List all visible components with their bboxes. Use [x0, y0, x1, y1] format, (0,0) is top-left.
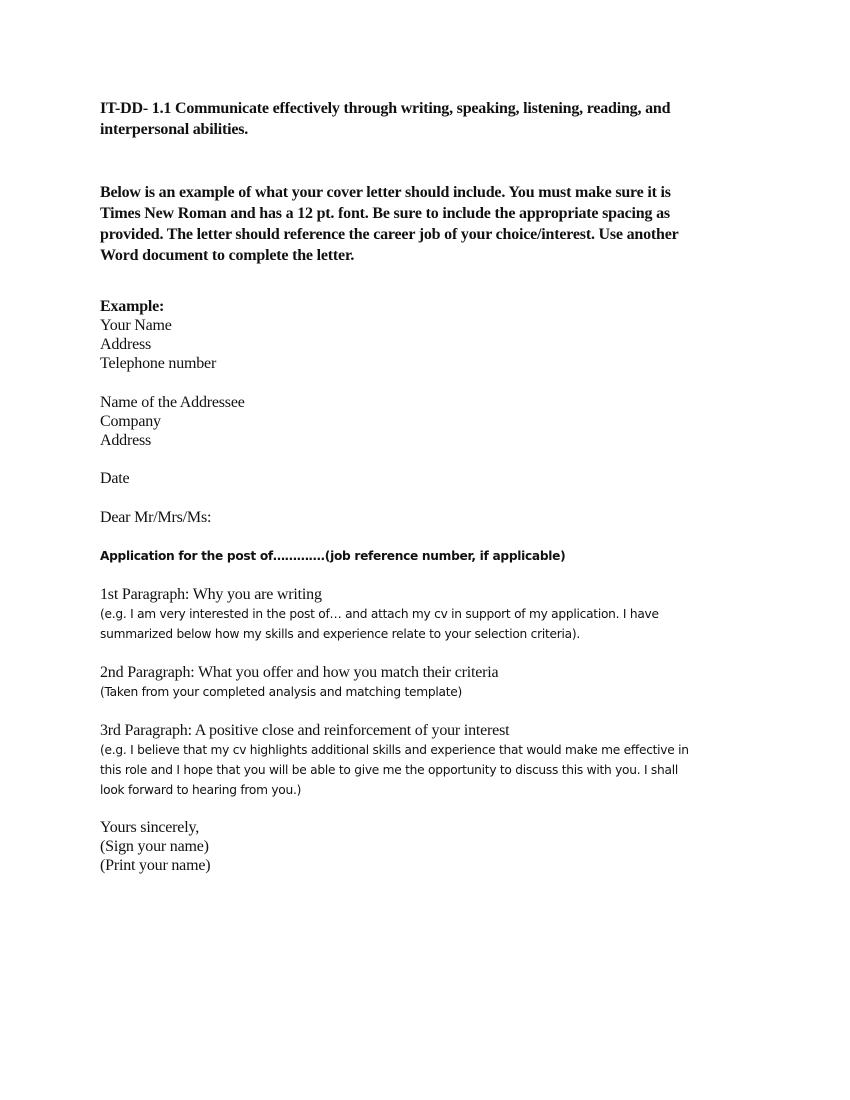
subject-line: Application for the post of………….(job reference number, if applicable) — [100, 549, 566, 563]
recipient-company: Company — [100, 413, 161, 430]
heading-line-1: IT-DD- 1.1 Communicate effectively through writing, speaking, listening, reading, and — [100, 100, 671, 117]
recipient-address: Address — [100, 432, 152, 449]
paragraph-1-title: 1st Paragraph: Why you are writing — [100, 586, 322, 603]
instructions-line-4: Word document to complete the letter. — [100, 247, 355, 264]
heading-line-2: interpersonal abilities. — [100, 121, 249, 138]
paragraph-3-line-2: this role and I hope that you will be able to give me the opportunity to discuss this with you. I shall — [100, 763, 679, 777]
paragraph-1-line-1: (e.g. I am very interested in the post of… and attach my cv in support of my application. I have — [100, 607, 659, 621]
paragraph-2-title: 2nd Paragraph: What you offer and how you match their criteria — [100, 664, 499, 681]
instructions-line-1: Below is an example of what your cover letter should include. You must make sure it is — [100, 184, 671, 201]
example-label: Example: — [100, 298, 165, 315]
closing-print-name: (Print your name) — [100, 857, 211, 874]
paragraph-1-line-2: summarized below how my skills and experience relate to your selection criteria). — [100, 627, 581, 641]
sender-address: Address — [100, 336, 152, 353]
paragraph-3-line-1: (e.g. I believe that my cv highlights additional skills and experience that would make me effective in — [100, 743, 689, 757]
sender-telephone: Telephone number — [100, 355, 217, 372]
recipient-name: Name of the Addressee — [100, 394, 245, 411]
salutation: Dear Mr/Mrs/Ms: — [100, 509, 212, 526]
paragraph-3-line-3: look forward to hearing from you.) — [100, 783, 302, 797]
closing-sign-name: (Sign your name) — [100, 838, 209, 855]
sender-name: Your Name — [100, 317, 172, 334]
letter-date: Date — [100, 470, 130, 487]
instructions-line-2: Times New Roman and has a 12 pt. font. Be sure to include the appropriate spacing as — [100, 205, 670, 222]
paragraph-3-title: 3rd Paragraph: A positive close and reinforcement of your interest — [100, 722, 510, 739]
closing-yours-sincerely: Yours sincerely, — [100, 819, 200, 836]
instructions-line-3: provided. The letter should reference the career job of your choice/interest. Use another — [100, 226, 679, 243]
paragraph-2-line-1: (Taken from your completed analysis and matching template) — [100, 685, 462, 699]
